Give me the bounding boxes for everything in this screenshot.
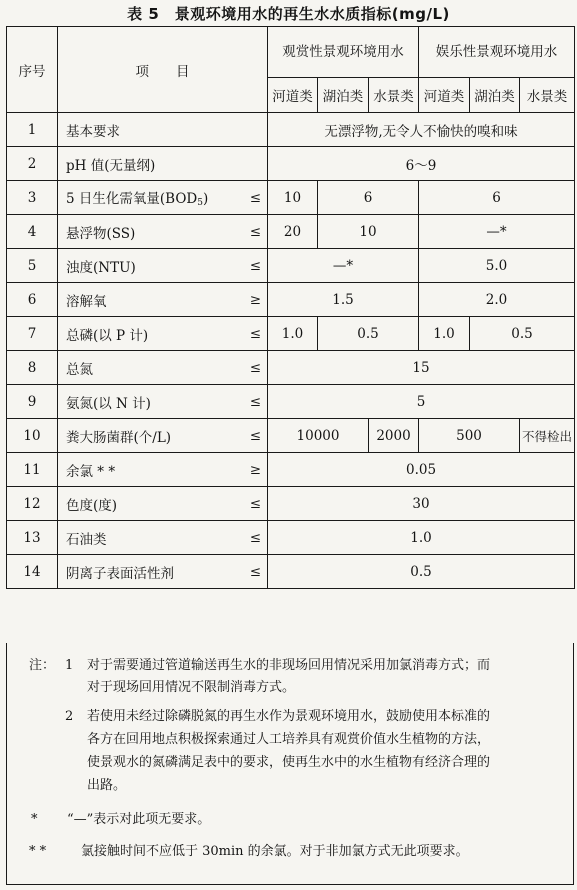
table-row bbox=[7, 351, 575, 385]
table-row bbox=[7, 113, 575, 147]
row-value: 5.0 bbox=[419, 249, 575, 283]
row-item: 总磷(以 P 计) bbox=[58, 317, 230, 351]
note-2-number: 2 bbox=[65, 709, 74, 724]
row-number: 13 bbox=[7, 521, 58, 555]
row-value: 1.0 bbox=[268, 521, 575, 555]
row-item: 总氮 bbox=[58, 351, 230, 385]
table-row bbox=[7, 181, 575, 215]
seq-header: 序号 bbox=[7, 27, 58, 113]
water-quality-table bbox=[6, 26, 575, 589]
sub-header-river-1: 河道类 bbox=[268, 78, 318, 113]
note-1-number: 1 bbox=[65, 658, 74, 673]
row-value: 2000 bbox=[369, 419, 419, 453]
row-item: pH 值(无量纲) bbox=[58, 147, 230, 181]
table-row bbox=[7, 317, 575, 351]
footnote-star-mark: * bbox=[31, 812, 38, 827]
row-value: 6 bbox=[419, 181, 575, 215]
row-value: 10 bbox=[268, 181, 318, 215]
table-row bbox=[7, 147, 575, 181]
row-item: 阴离子表面活性剂 bbox=[58, 555, 230, 589]
sub-header-lake-1: 湖泊类 bbox=[318, 78, 369, 113]
row-value: 0.5 bbox=[318, 317, 419, 351]
row-number: 14 bbox=[7, 555, 58, 589]
row-value: 30 bbox=[268, 487, 575, 521]
row-operator: ≤ bbox=[230, 317, 268, 351]
row-value: 10000 bbox=[268, 419, 369, 453]
notes-label: 注： bbox=[29, 658, 56, 673]
row-item: 基本要求 bbox=[58, 113, 230, 147]
row-value: 6～9 bbox=[268, 147, 575, 181]
row-value: 1.0 bbox=[268, 317, 318, 351]
table-row bbox=[7, 249, 575, 283]
note-2-line-2: 各方在回用地点积极探索通过人工培养具有观赏价值水生植物的方法， bbox=[87, 732, 491, 747]
row-value: 20 bbox=[268, 215, 318, 249]
table-caption: 表 5 景观环境用水的再生水水质指标(mg/L) bbox=[127, 5, 450, 23]
row-value: 5 bbox=[268, 385, 575, 419]
row-value: 无漂浮物,无令人不愉快的嗅和味 bbox=[268, 113, 575, 147]
row-item: 色度(度) bbox=[58, 487, 230, 521]
footnote-double-star-text: 氯接触时间不应低于 30min 的余氯。对于非加氯方式无此项要求。 bbox=[81, 844, 469, 859]
row-number: 3 bbox=[7, 181, 58, 215]
row-value: 10 bbox=[318, 215, 419, 249]
row-operator: ≤ bbox=[230, 521, 268, 555]
table-row bbox=[7, 419, 575, 453]
row-item: 悬浮物(SS) bbox=[58, 215, 230, 249]
row-operator: ≥ bbox=[230, 453, 268, 487]
row-value: —* bbox=[268, 249, 419, 283]
row-item: 石油类 bbox=[58, 521, 230, 555]
note-2-line-3: 使景观水的氮磷满足表中的要求，使再生水中的水生植物有经济合理的 bbox=[87, 755, 491, 770]
row-number: 9 bbox=[7, 385, 58, 419]
row-number: 6 bbox=[7, 283, 58, 317]
row-operator bbox=[230, 147, 268, 181]
row-number: 1 bbox=[7, 113, 58, 147]
row-value: 6 bbox=[318, 181, 419, 215]
row-operator: ≤ bbox=[230, 181, 268, 215]
row-operator: ≤ bbox=[230, 487, 268, 521]
row-number: 12 bbox=[7, 487, 58, 521]
note-1-line-1: 对于需要通过管道输送再生水的非现场回用情况采用加氯消毒方式；而 bbox=[87, 658, 491, 673]
sub-header-river-2: 河道类 bbox=[419, 78, 470, 113]
row-value: 0.5 bbox=[470, 317, 575, 351]
row-value: 15 bbox=[268, 351, 575, 385]
row-item: 粪大肠菌群(个/L) bbox=[58, 419, 230, 453]
row-value: 1.0 bbox=[419, 317, 470, 351]
row-number: 5 bbox=[7, 249, 58, 283]
sub-header-fountain-1: 水景类 bbox=[369, 78, 419, 113]
row-value: 500 bbox=[419, 419, 520, 453]
row-number: 8 bbox=[7, 351, 58, 385]
table-row bbox=[7, 521, 575, 555]
row-value: 不得检出 bbox=[520, 419, 575, 453]
row-operator: ≤ bbox=[230, 555, 268, 589]
row-operator bbox=[230, 113, 268, 147]
row-operator: ≤ bbox=[230, 385, 268, 419]
row-number: 4 bbox=[7, 215, 58, 249]
row-number: 11 bbox=[7, 453, 58, 487]
note-2-line-4: 出路。 bbox=[87, 778, 127, 793]
row-operator: ≤ bbox=[230, 351, 268, 385]
row-operator: ≤ bbox=[230, 419, 268, 453]
group-recreational-header: 娱乐性景观环境用水 bbox=[419, 27, 575, 78]
footnote-star-text: “—”表示对此项无要求。 bbox=[67, 812, 211, 827]
row-operator: ≤ bbox=[230, 249, 268, 283]
table-row bbox=[7, 487, 575, 521]
row-item: 5 日生化需氧量$(BOD_5)$ bbox=[58, 181, 230, 215]
row-number: 10 bbox=[7, 419, 58, 453]
notes-section bbox=[6, 643, 574, 885]
row-operator: ≥ bbox=[230, 283, 268, 317]
footnote-double-star-mark: * * bbox=[29, 844, 47, 859]
row-operator: ≤ bbox=[230, 215, 268, 249]
group-ornamental-header: 观赏性景观环境用水 bbox=[268, 27, 419, 78]
header-row-1 bbox=[7, 27, 575, 78]
sub-header-fountain-2: 水景类 bbox=[520, 78, 575, 113]
row-value: 2.0 bbox=[419, 283, 575, 317]
note-2-line-1: 若使用未经过除磷脱氮的再生水作为景观环境用水，鼓励使用本标准的 bbox=[87, 709, 491, 724]
row-item: 余氯 * * bbox=[58, 453, 230, 487]
sub-header-lake-2: 湖泊类 bbox=[470, 78, 520, 113]
table-row bbox=[7, 555, 575, 589]
table-row bbox=[7, 453, 575, 487]
row-value: 0.5 bbox=[268, 555, 575, 589]
row-item: 浊度(NTU) bbox=[58, 249, 230, 283]
row-item: 溶解氧 bbox=[58, 283, 230, 317]
row-number: 7 bbox=[7, 317, 58, 351]
row-number: 2 bbox=[7, 147, 58, 181]
row-value: —* bbox=[419, 215, 575, 249]
table-row bbox=[7, 385, 575, 419]
table-row bbox=[7, 283, 575, 317]
item-header: 项 目 bbox=[58, 27, 268, 113]
row-value: 0.05 bbox=[268, 453, 575, 487]
row-value: 1.5 bbox=[268, 283, 419, 317]
row-item: 氨氮(以 N 计) bbox=[58, 385, 230, 419]
table-row bbox=[7, 215, 575, 249]
note-1-line-2: 对于现场回用情况不限制消毒方式。 bbox=[87, 680, 296, 695]
